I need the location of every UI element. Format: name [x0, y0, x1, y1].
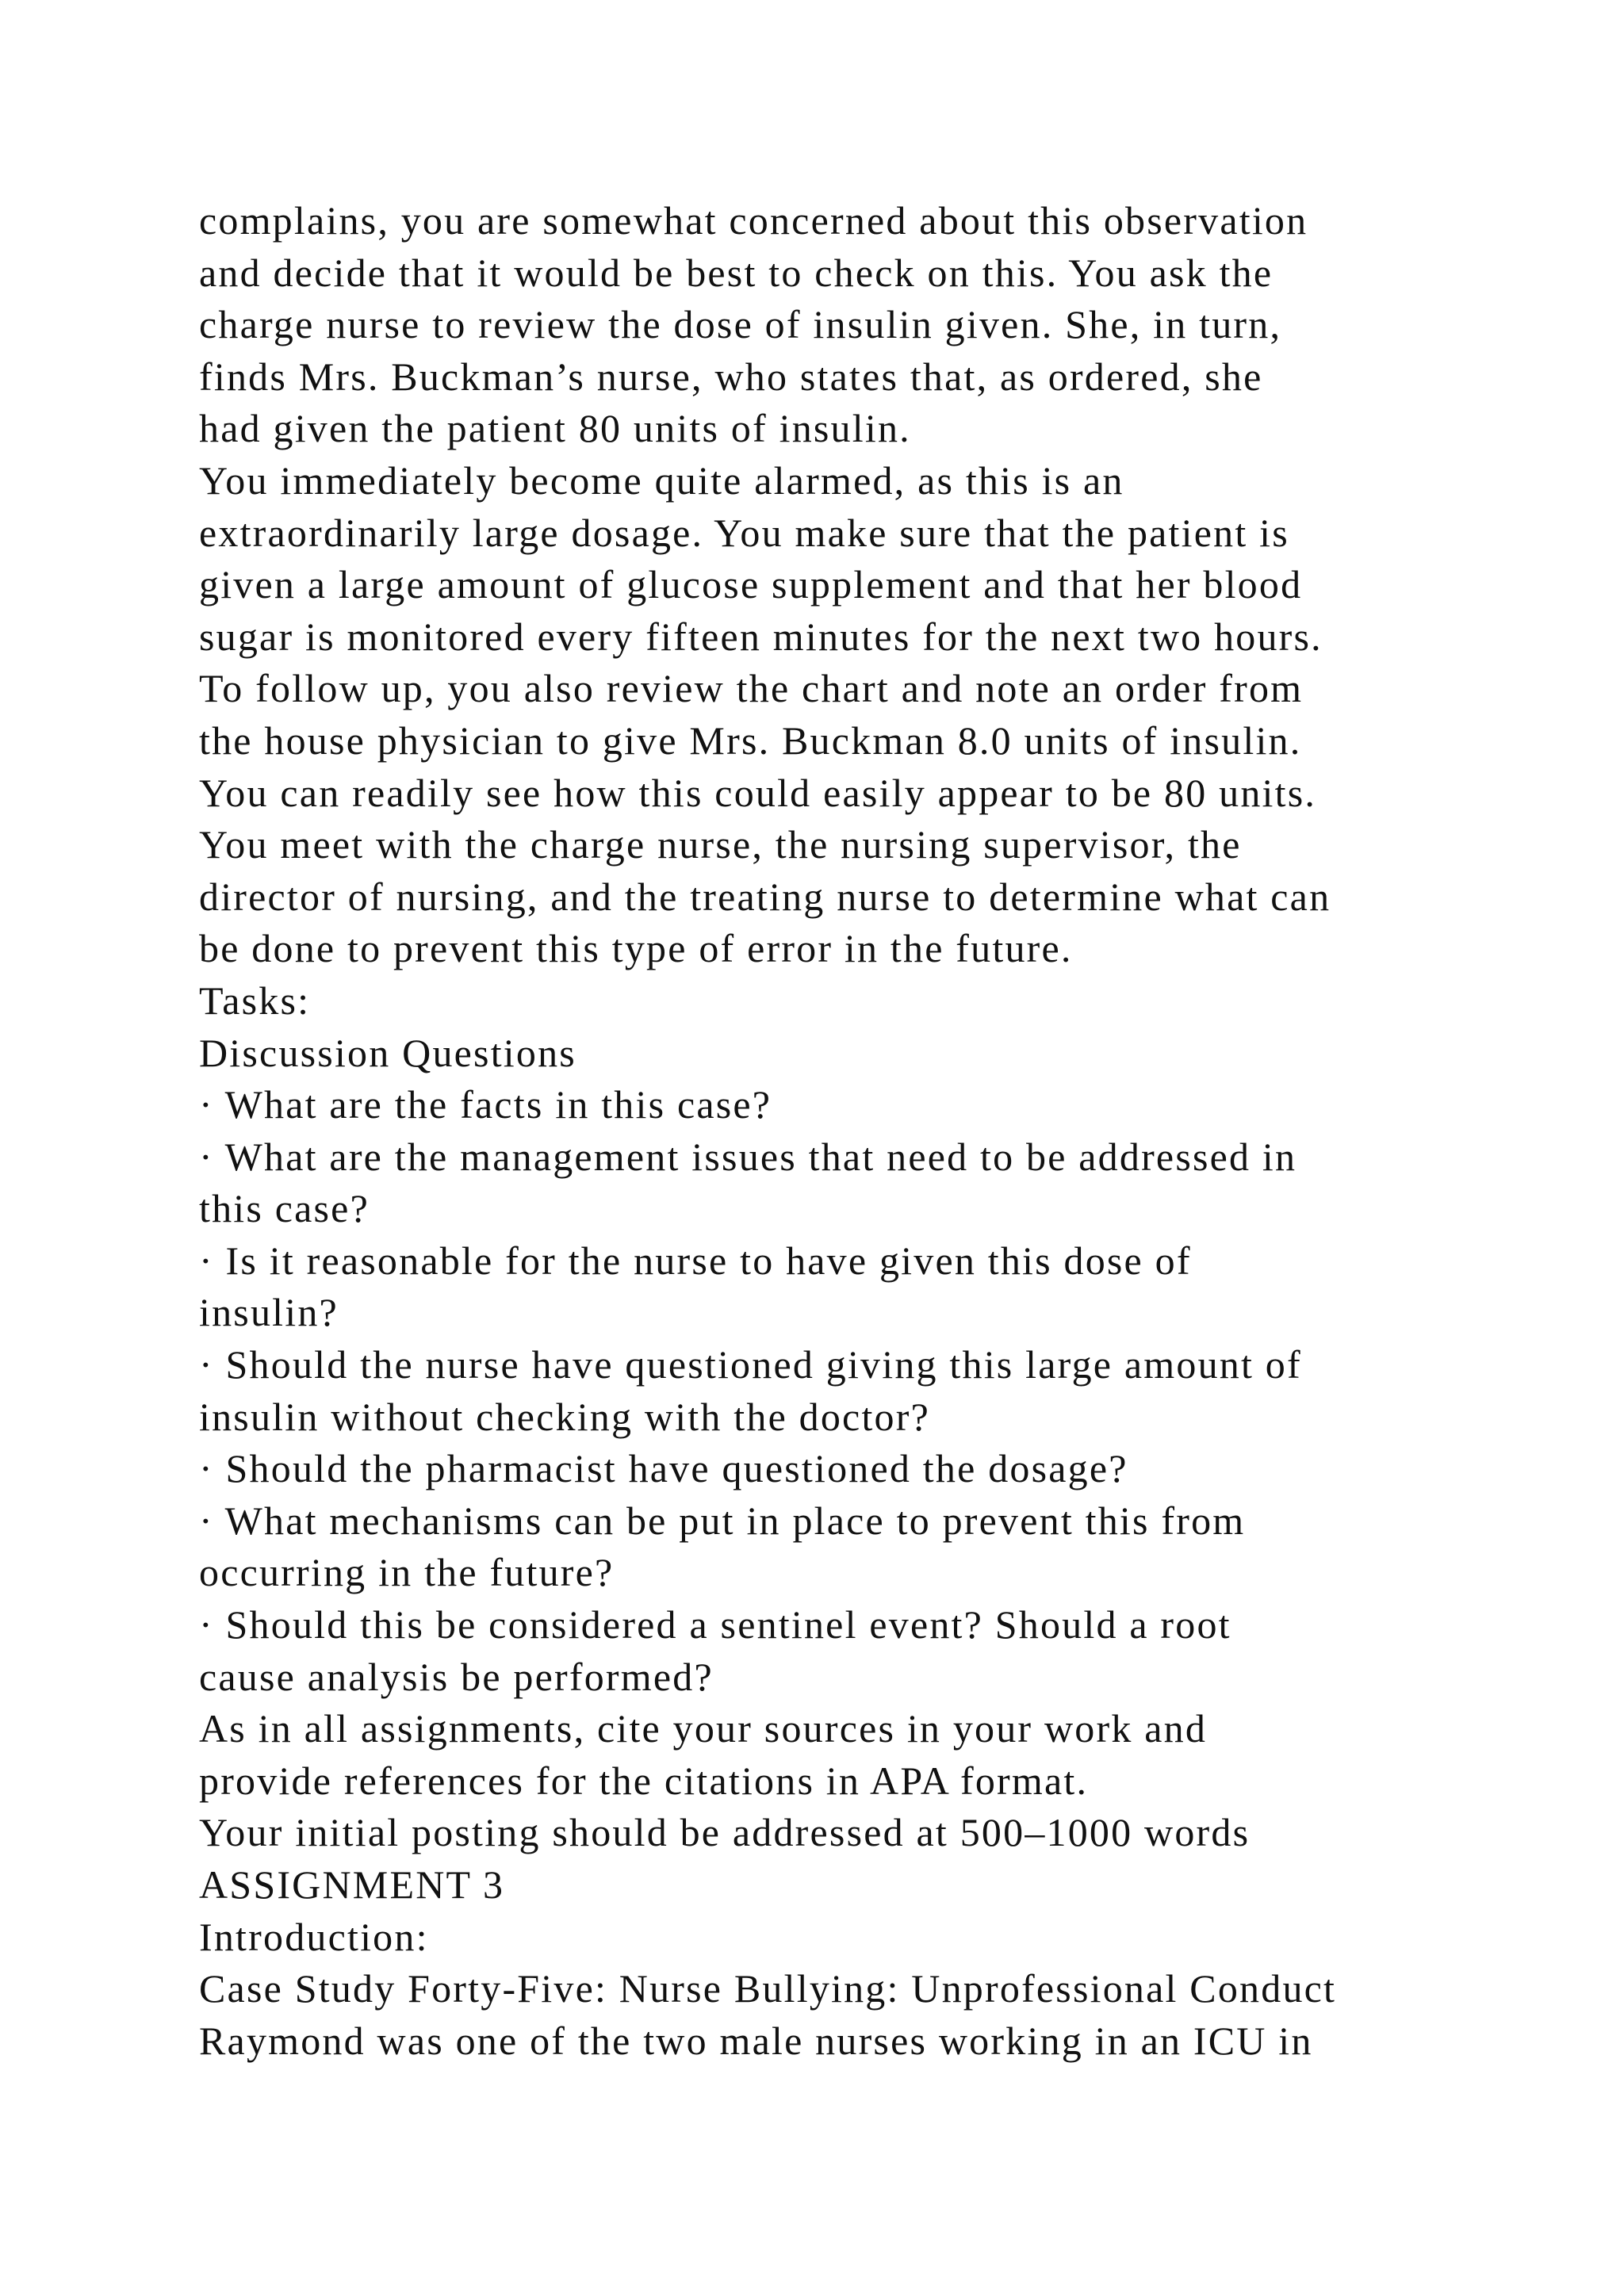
question-item: · Should this be considered a sentinel event? Should a root — [199, 1602, 1231, 1647]
question-item-continued: occurring in the future? — [199, 1550, 615, 1595]
text-line: complains, you are somewhat concerned about this observation — [199, 198, 1308, 243]
question-item: · What mechanisms can be put in place to prevent this from — [199, 1498, 1246, 1543]
text-line: and decide that it would be best to check on this. You ask the — [199, 250, 1274, 295]
text-line: given a large amount of glucose supplement and that her blood — [199, 562, 1303, 607]
question-item: · Is it reasonable for the nurse to have given this dose of — [199, 1238, 1192, 1283]
text-line: To follow up, you also review the chart and note an order from — [199, 666, 1304, 711]
text-line: You meet with the charge nurse, the nursing supervisor, the — [199, 822, 1242, 867]
text-line: Raymond was one of the two male nurses working in an ICU in — [199, 2018, 1313, 2063]
question-item-continued: insulin? — [199, 1290, 339, 1335]
text-line: Your initial posting should be addressed at 500–1000 words — [199, 1810, 1251, 1855]
text-line: extraordinarily large dosage. You make sure that the patient is — [199, 510, 1289, 555]
text-line: had given the patient 80 units of insulin. — [199, 406, 911, 451]
text-line: sugar is monitored every fifteen minutes for the next two hours. — [199, 614, 1323, 659]
question-item: · Should the nurse have questioned giving this large amount of — [199, 1342, 1302, 1387]
question-item-continued: insulin without checking with the doctor? — [199, 1394, 930, 1439]
question-item-continued: cause analysis be performed? — [199, 1654, 714, 1699]
question-item-continued: this case? — [199, 1186, 370, 1231]
text-line: You immediately become quite alarmed, as this is an — [199, 457, 1124, 503]
case-study-title: Case Study Forty-Five: Nurse Bullying: Unprofessional Conduct — [199, 1966, 1337, 2011]
text-line: provide references for the citations in APA format. — [199, 1758, 1089, 1803]
text-line: finds Mrs. Buckman’s nurse, who states that, as ordered, she — [199, 354, 1263, 399]
section-heading-tasks: Tasks: — [199, 978, 311, 1023]
document-body — [199, 195, 1547, 2067]
text-line: director of nursing, and the treating nurse to determine what can — [199, 874, 1331, 919]
section-heading-introduction: Introduction: — [199, 1914, 429, 1959]
text-line: charge nurse to review the dose of insulin given. She, in turn, — [199, 302, 1282, 347]
section-heading-discussion: Discussion Questions — [199, 1030, 576, 1075]
text-line: As in all assignments, cite your sources in your work and — [199, 1706, 1208, 1751]
question-item: · Should the pharmacist have questioned the dosage? — [199, 1446, 1128, 1491]
question-item: · What are the management issues that need to be addressed in — [199, 1134, 1297, 1179]
text-line: be done to prevent this type of error in the future. — [199, 926, 1073, 971]
assignment-heading: ASSIGNMENT 3 — [199, 1862, 505, 1907]
question-item: · What are the facts in this case? — [199, 1082, 772, 1127]
text-line: You can readily see how this could easily appear to be 80 units. — [199, 770, 1317, 815]
text-line: the house physician to give Mrs. Buckman 8.0 units of insulin. — [199, 718, 1302, 763]
